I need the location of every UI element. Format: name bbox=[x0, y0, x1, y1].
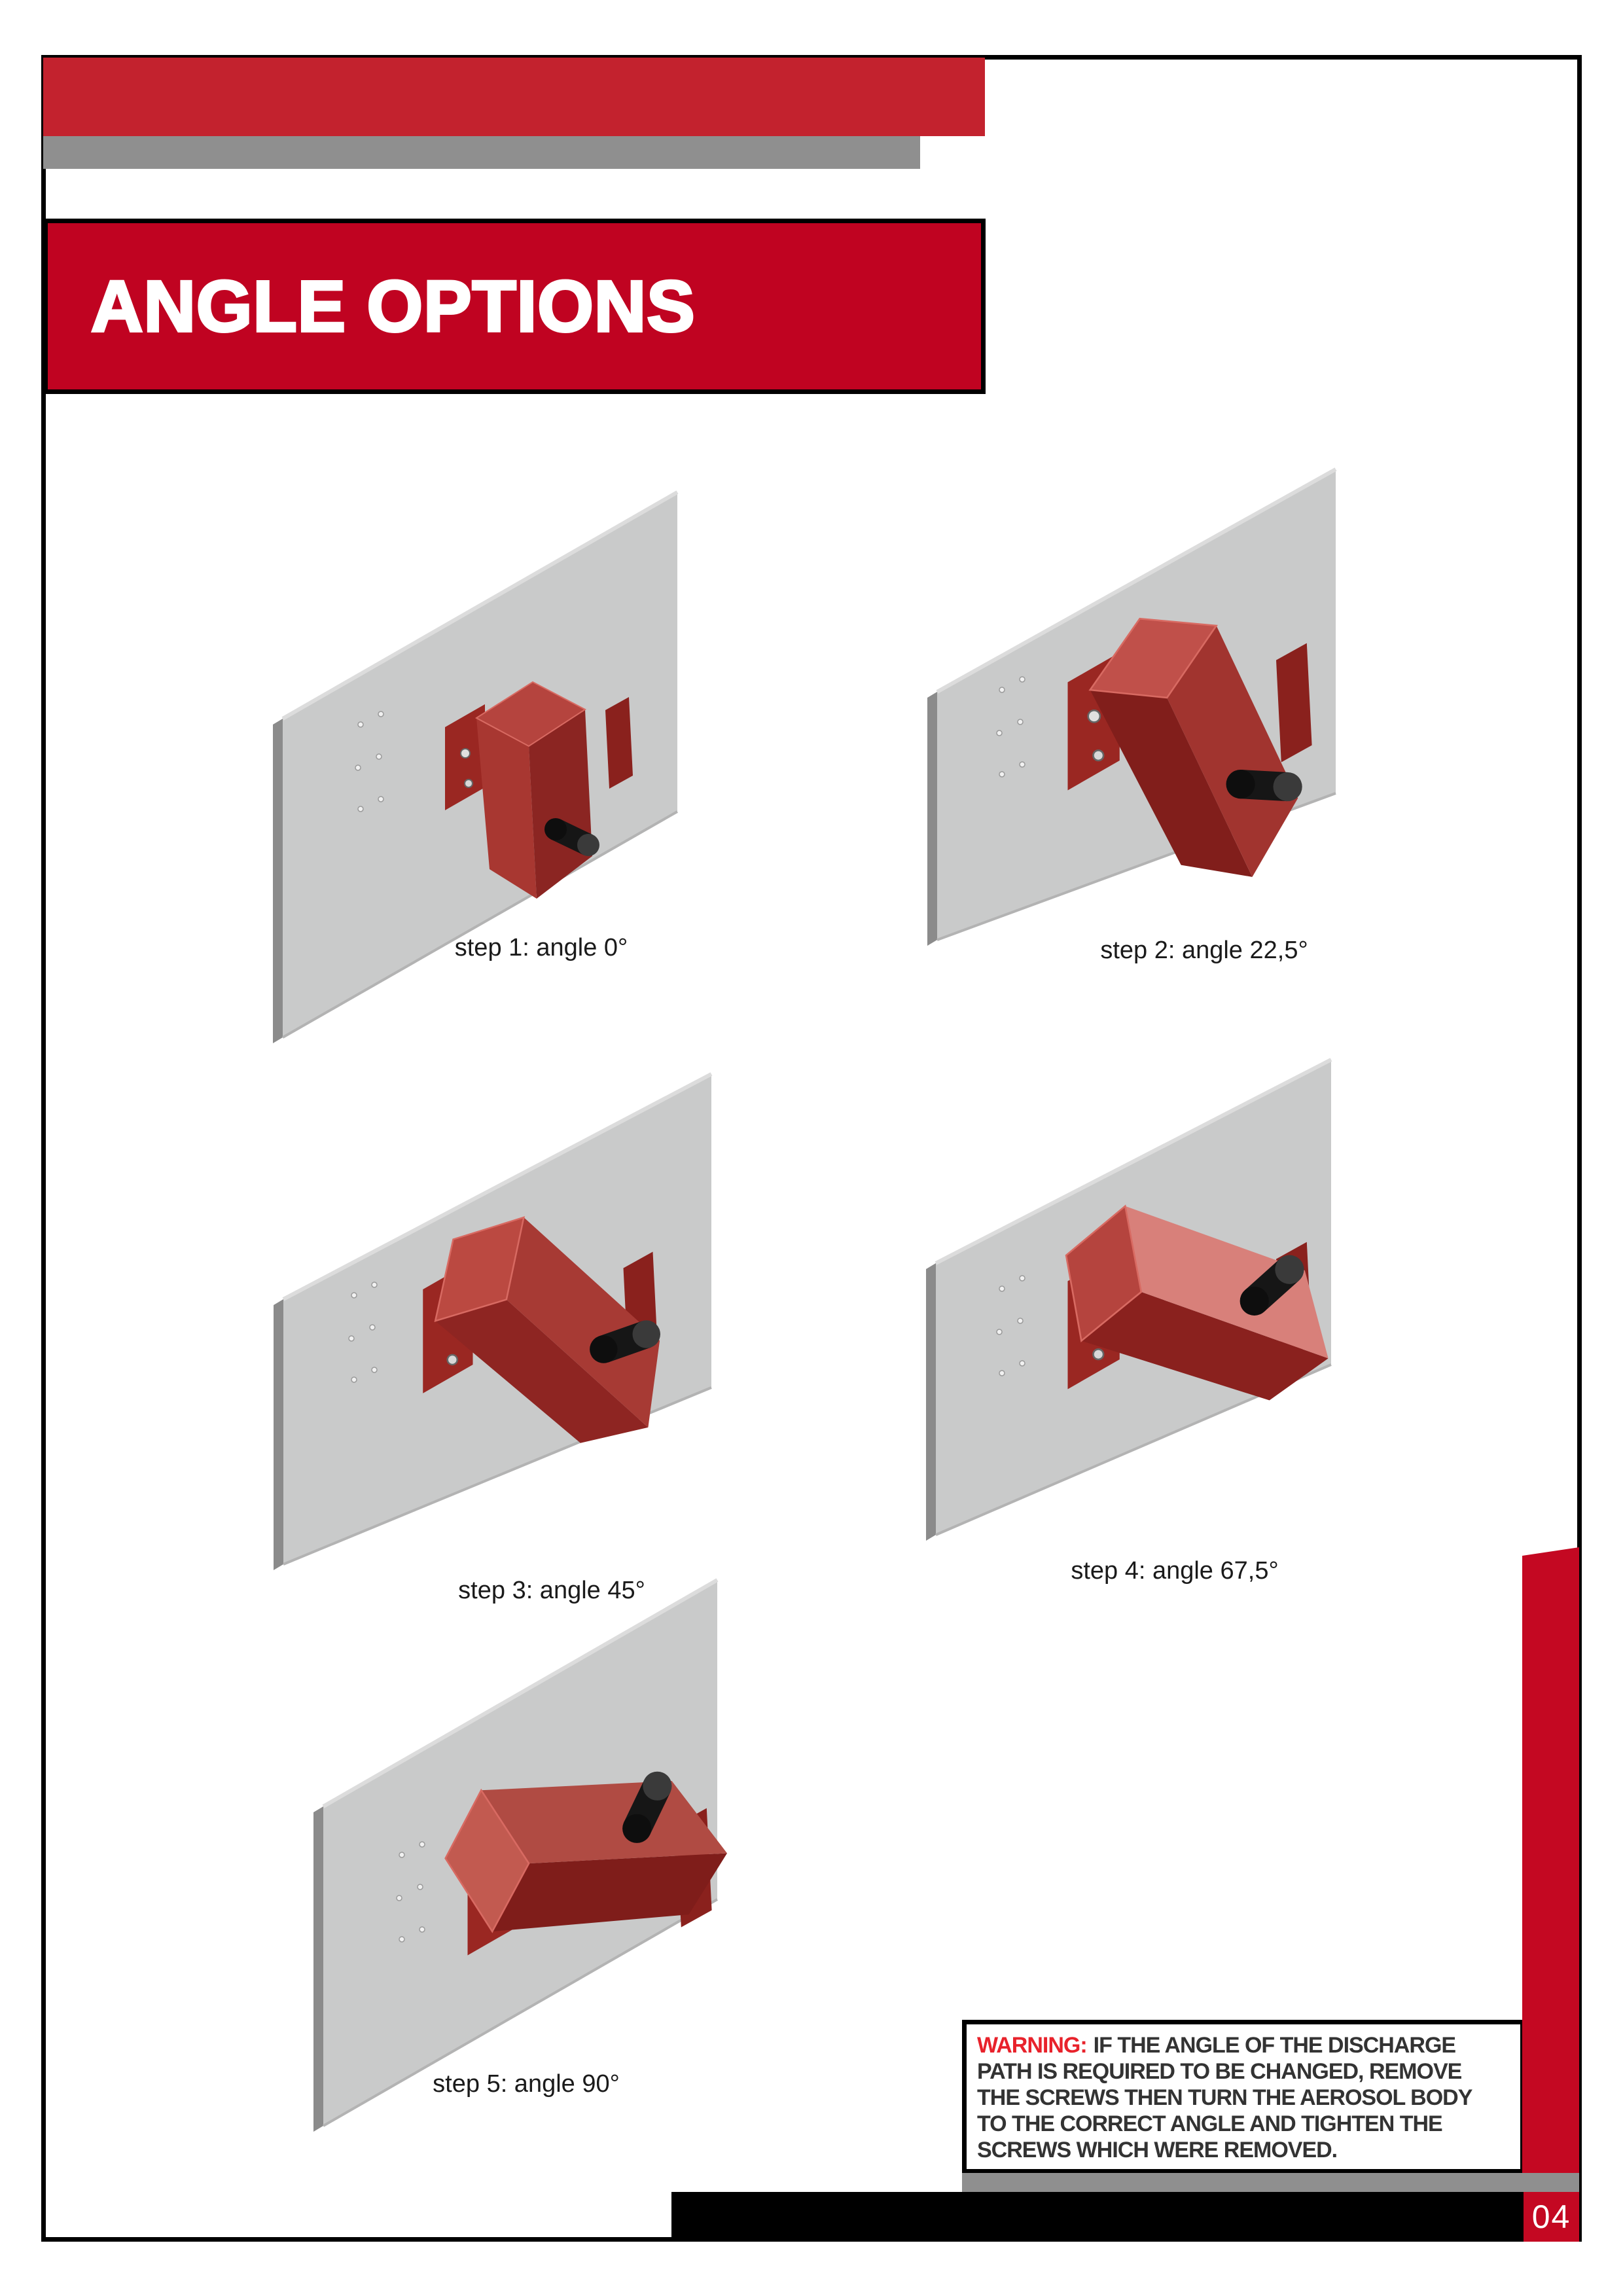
bracket-screw bbox=[448, 1355, 457, 1365]
mount-hole bbox=[399, 1937, 404, 1942]
mount-hole bbox=[1020, 677, 1025, 682]
step-label-5: step 5: angle 90° bbox=[433, 2070, 620, 2098]
mount-hole bbox=[1020, 762, 1025, 767]
bracket-screw bbox=[1094, 1349, 1104, 1359]
bracket-screw bbox=[465, 780, 473, 787]
warning-line: TO THE CORRECT ANGLE AND TIGHTEN THE bbox=[977, 2111, 1442, 2136]
mount-hole bbox=[372, 1367, 377, 1372]
figure-step-5 bbox=[288, 1545, 746, 2147]
mount-hole bbox=[355, 765, 361, 770]
mount-hole bbox=[1020, 1276, 1025, 1281]
mount-hole bbox=[1020, 1361, 1025, 1366]
side-red-bar bbox=[1522, 1547, 1579, 2173]
figure-step-1 bbox=[242, 458, 700, 1060]
title-banner bbox=[43, 219, 986, 394]
mount-hole bbox=[997, 730, 1002, 736]
bracket-screw bbox=[1094, 750, 1104, 761]
bracket-rear-tab bbox=[605, 697, 633, 789]
mount-hole bbox=[418, 1884, 423, 1890]
figure-step-4 bbox=[910, 1021, 1368, 1545]
bracket-rear-tab bbox=[1276, 643, 1312, 762]
mount-hole bbox=[997, 1329, 1002, 1335]
mount-hole bbox=[999, 772, 1005, 777]
warning-line: PATH IS REQUIRED TO BE CHANGED, REMOVE bbox=[977, 2059, 1462, 2084]
mount-hole bbox=[419, 1842, 425, 1847]
mount-hole bbox=[358, 722, 363, 727]
knob-cap bbox=[643, 1772, 671, 1801]
mount-hole bbox=[349, 1336, 354, 1341]
panel-left-edge bbox=[926, 1263, 936, 1541]
mount-hole bbox=[358, 806, 363, 812]
bracket-screw bbox=[1088, 710, 1100, 722]
bottom-black-bar bbox=[671, 2192, 1524, 2240]
mount-hole bbox=[378, 711, 383, 717]
warning-box bbox=[962, 2020, 1525, 2174]
mount-hole bbox=[1018, 1318, 1023, 1323]
step-label-3: step 3: angle 45° bbox=[458, 1577, 645, 1604]
mount-hole bbox=[419, 1927, 425, 1932]
mount-hole bbox=[351, 1293, 357, 1298]
page-number-badge bbox=[1524, 2192, 1579, 2242]
mount-hole bbox=[397, 1895, 402, 1901]
mount-hole bbox=[1018, 719, 1023, 725]
warning-label: WARNING: bbox=[977, 2033, 1087, 2058]
panel-left-edge bbox=[273, 719, 283, 1043]
mount-hole bbox=[378, 797, 383, 802]
figure-step-2 bbox=[903, 432, 1361, 956]
warning-line bbox=[977, 2032, 1520, 2058]
knob-base bbox=[544, 818, 567, 840]
knob-base bbox=[622, 1814, 651, 1843]
mount-hole bbox=[999, 1286, 1005, 1291]
mount-hole bbox=[399, 1852, 404, 1857]
step-label-4: step 4: angle 67,5° bbox=[1071, 1557, 1279, 1585]
mount-hole bbox=[370, 1325, 375, 1330]
bottom-gray-bar bbox=[962, 2173, 1579, 2192]
warning-text: IF THE ANGLE OF THE DISCHARGE bbox=[1093, 2033, 1456, 2058]
panel-left-edge bbox=[313, 1806, 323, 2132]
top-gray-bar bbox=[43, 136, 920, 169]
top-red-bar bbox=[43, 58, 985, 136]
bracket-screw bbox=[461, 749, 470, 758]
mount-hole bbox=[351, 1377, 357, 1382]
panel-left-edge bbox=[274, 1299, 283, 1570]
page-title: ANGLE OPTIONS bbox=[91, 266, 696, 347]
step-label-2: step 2: angle 22,5° bbox=[1100, 937, 1308, 964]
mount-hole bbox=[999, 687, 1005, 692]
figure-step-3 bbox=[249, 1041, 720, 1577]
knob-cap bbox=[577, 834, 599, 856]
mount-hole bbox=[376, 754, 382, 759]
mount-hole bbox=[372, 1282, 377, 1287]
step-label-1: step 1: angle 0° bbox=[454, 934, 628, 961]
warning-line: THE SCREWS THEN TURN THE AEROSOL BODY bbox=[977, 2085, 1472, 2110]
mount-hole bbox=[999, 1371, 1005, 1376]
page-number: 04 bbox=[1531, 2198, 1571, 2235]
panel-left-edge bbox=[927, 692, 937, 946]
warning-line: SCREWS WHICH WERE REMOVED. bbox=[977, 2138, 1338, 2162]
